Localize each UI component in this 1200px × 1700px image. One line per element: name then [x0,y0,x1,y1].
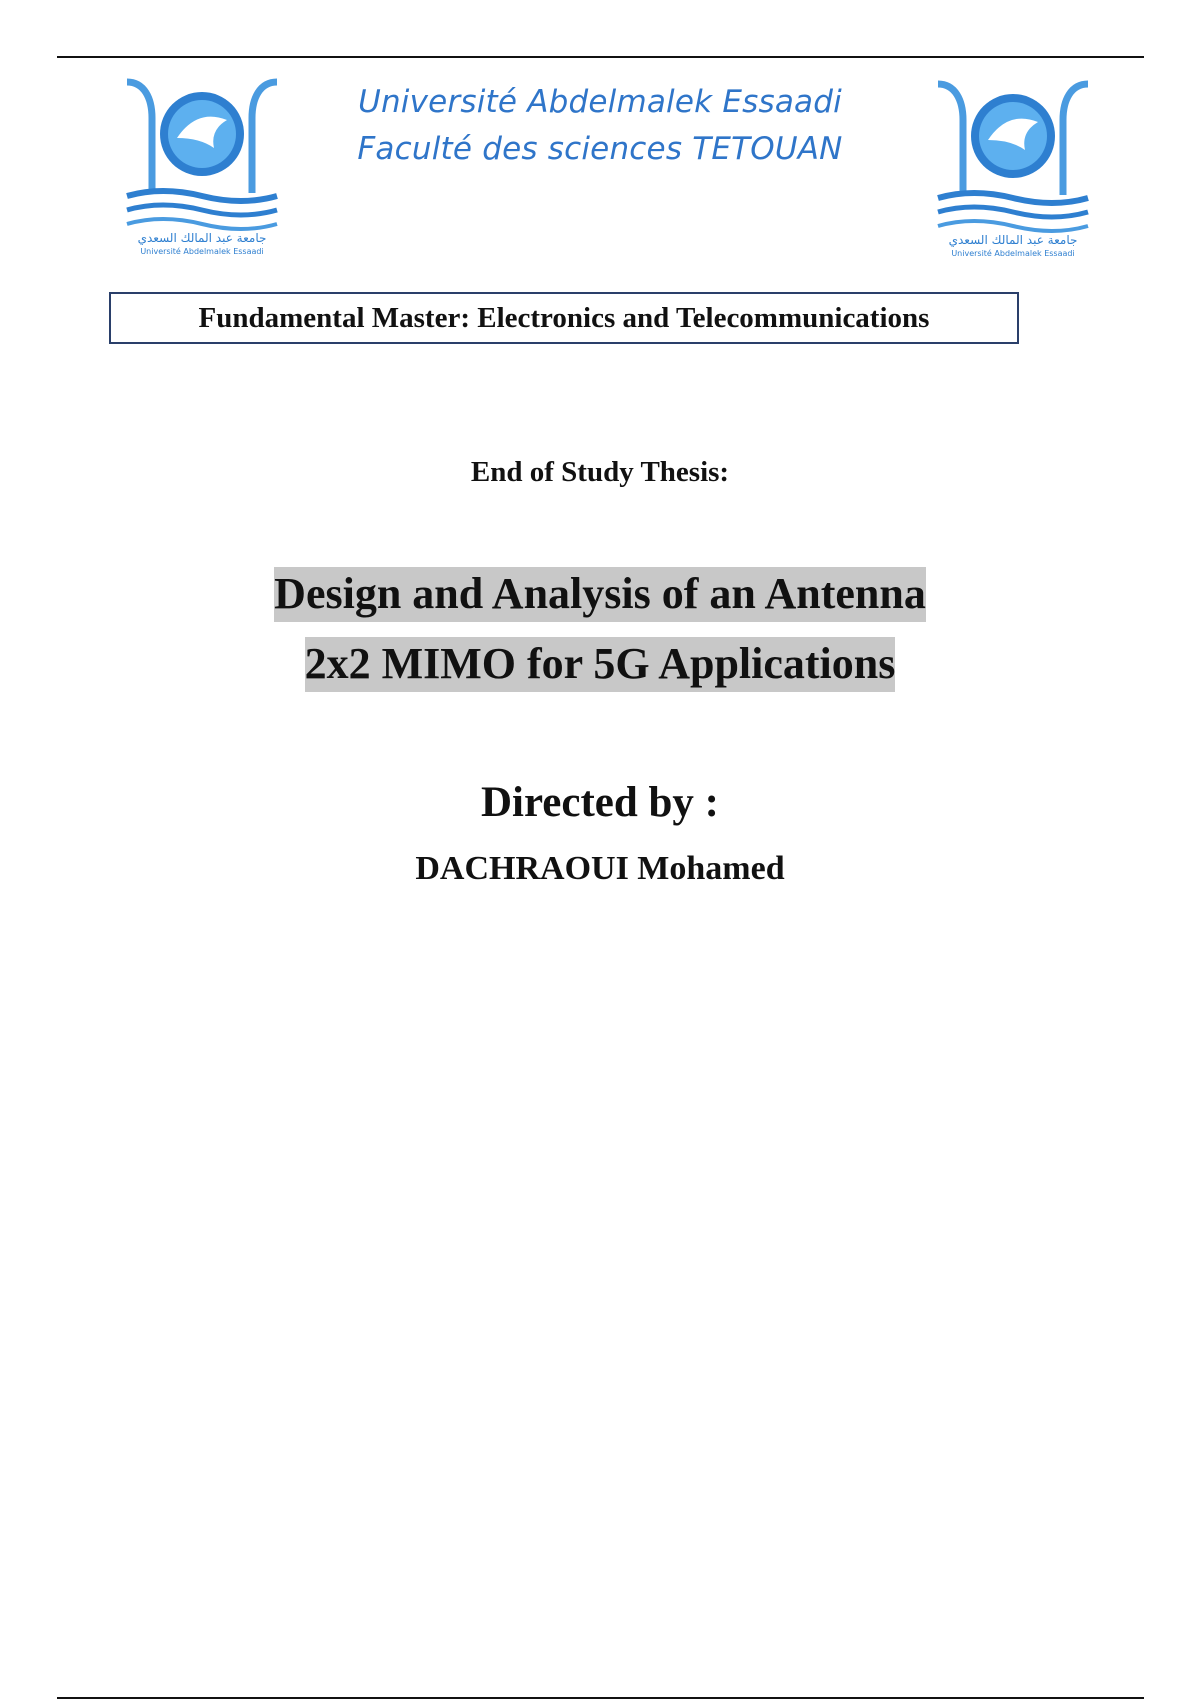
thesis-title-line-2 [0,638,1200,689]
top-rule [57,56,1144,58]
thesis-title-line-1 [0,568,1200,619]
university-logo-left [122,78,282,256]
program-box [109,292,1019,344]
svg-text:Université Abdelmalek Essaadi: Université Abdelmalek Essaadi [140,247,264,256]
svg-text:جامعة عبد المالك السعدي: جامعة عبد المالك السعدي [137,231,267,245]
thesis-title-text-1: Design and Analysis of an Antenna [274,567,926,622]
university-logo-icon [933,80,1093,258]
faculty-name: Faculté des sciences TETOUAN [357,131,843,167]
bottom-rule [57,1697,1144,1699]
director-name: DACHRAOUI Mohamed [415,850,785,887]
university-logo-icon [122,78,282,256]
svg-text:جامعة عبد المالك السعدي: جامعة عبد المالك السعدي [948,233,1078,247]
thesis-title-text-2: 2x2 MIMO for 5G Applications [305,637,896,692]
svg-text:Université Abdelmalek Essaadi: Université Abdelmalek Essaadi [951,249,1075,258]
thesis-label: End of Study Thesis: [470,456,730,488]
directed-by-label: Directed by : [480,779,720,826]
university-name: Université Abdelmalek Essaadi [358,84,842,120]
program-label: Fundamental Master: Electronics and Telecommunications [198,301,930,334]
university-logo-right [933,80,1093,258]
